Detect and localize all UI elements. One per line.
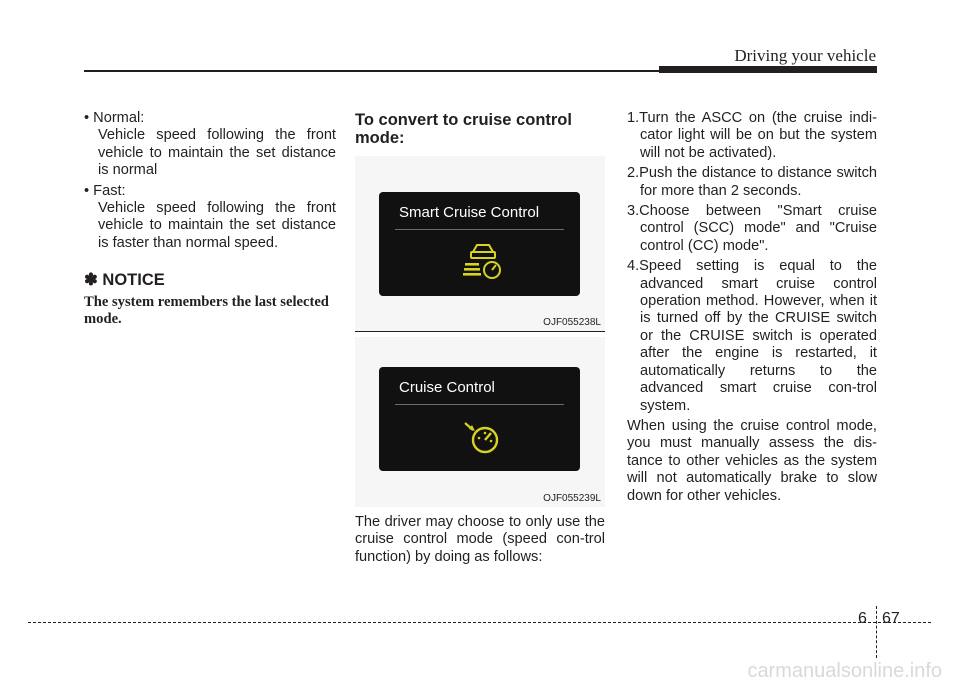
display-divider bbox=[395, 404, 564, 405]
smart-cruise-icon bbox=[459, 238, 503, 282]
figure-code: OJF055239L bbox=[543, 493, 601, 504]
display-divider bbox=[395, 229, 564, 230]
page-number: 67 bbox=[882, 610, 900, 627]
bullet-normal-body: Vehicle speed following the front vehicle to maintain the set distance is normal bbox=[98, 127, 336, 179]
step-4: 4.Speed setting is equal to the advanced smart cruise control operation method. However, when it is turned off by the CRUISE switch or the CRUISE switch is operated after the engine is restarted, it automatically returns to the advanced smart cruise con-trol system. bbox=[627, 258, 877, 414]
cluster-display bbox=[379, 192, 580, 296]
display-title: Smart Cruise Control bbox=[399, 204, 540, 221]
watermark: carmanualsonline.info bbox=[747, 660, 942, 682]
display-title: Cruise Control bbox=[399, 379, 495, 396]
left-column bbox=[84, 110, 336, 328]
bullet-fast-label: • Fast: bbox=[84, 182, 126, 199]
bullet-fast-body: Vehicle speed following the front vehicle to maintain the set distance is faster than normal speed. bbox=[98, 200, 336, 251]
header-rule-accent bbox=[659, 66, 877, 73]
figure-cruise-control bbox=[355, 337, 605, 507]
cruise-mode-paragraph: When using the cruise control mode, you must manually assess the dis-tance to other vehicles as the system will not automatically brake to slow down for other vehicles. bbox=[627, 417, 877, 504]
right-column bbox=[627, 110, 877, 505]
running-header: Driving your vehicle bbox=[734, 46, 876, 65]
bullet-normal-label: • Normal: bbox=[84, 110, 145, 126]
chapter-number: 6 bbox=[858, 610, 867, 627]
step-2: 2.Push the distance to distance switch for more than 2 seconds. bbox=[627, 165, 877, 199]
notice-body: The system remembers the last selected mode. bbox=[84, 293, 329, 328]
bullet-label: Normal: bbox=[93, 110, 145, 126]
figure-smart-cruise bbox=[355, 156, 605, 331]
section-heading: To convert to cruise control mode: bbox=[355, 111, 572, 147]
figure-caption-text: The driver may choose to only use the cruise control mode (speed con-trol function) by doing as follows: bbox=[355, 514, 605, 565]
bullet-label: Fast: bbox=[93, 182, 126, 199]
cruise-control-icon bbox=[459, 417, 503, 457]
step-1: 1.Turn the ASCC on (the cruise indi-cator light will be on but the system will not be activated). bbox=[627, 110, 877, 161]
footer-rule bbox=[28, 622, 931, 623]
step-3: 3.Choose between "Smart cruise control (SCC) mode" and "Cruise control (CC) mode". bbox=[627, 203, 877, 254]
footer-separator bbox=[876, 606, 877, 658]
cluster-display bbox=[379, 367, 580, 471]
figure-code: OJF055238L bbox=[543, 317, 601, 328]
figure-divider bbox=[355, 331, 605, 332]
notice-title: ✽ NOTICE bbox=[84, 271, 165, 290]
